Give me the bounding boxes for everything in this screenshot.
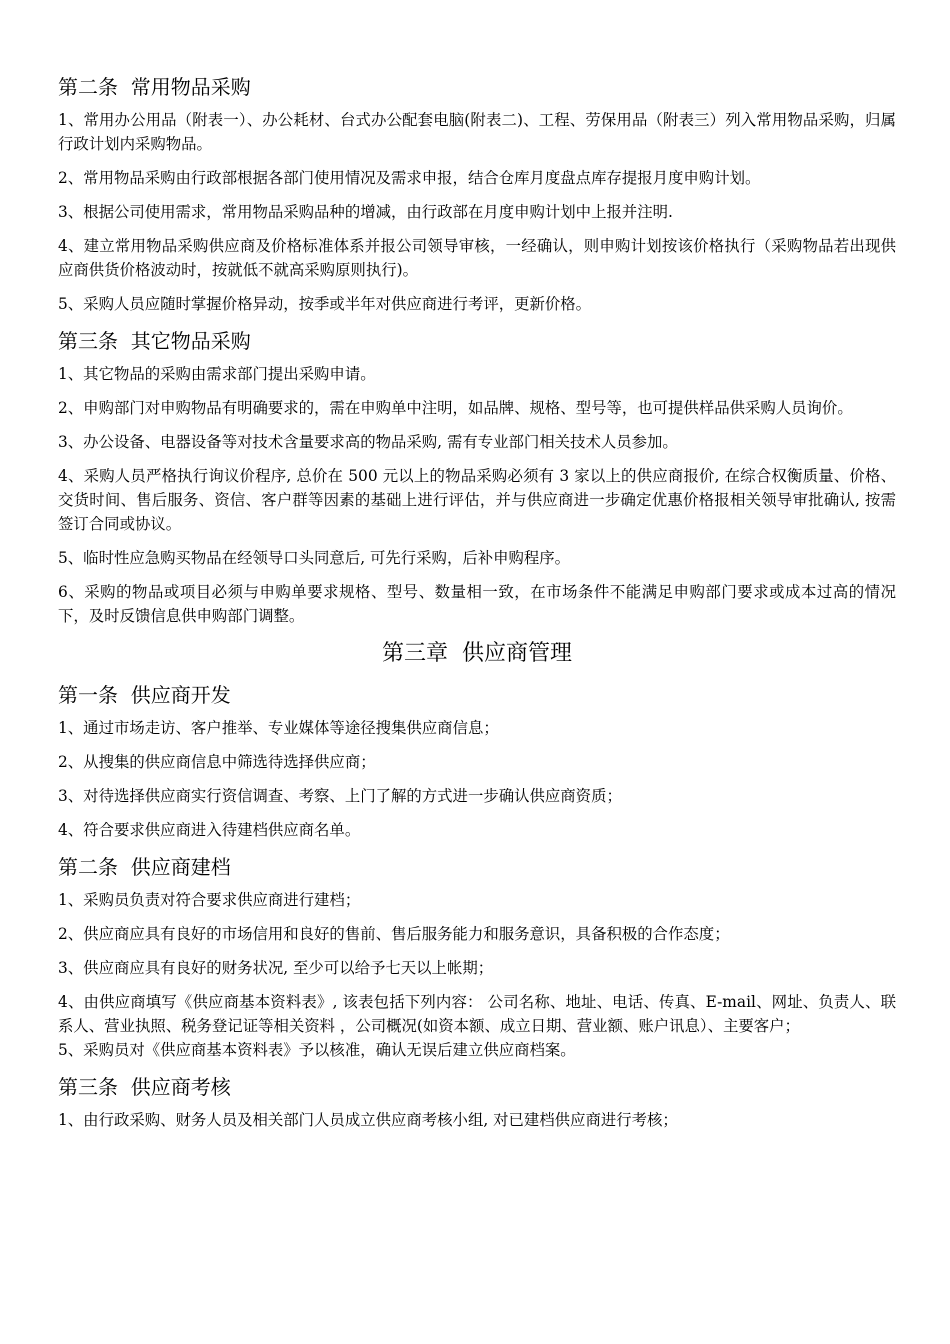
document-page	[58, 72, 896, 1142]
article-heading: 第一条 供应商开发	[58, 683, 231, 707]
paragraph: 1、其它物品的采购由需求部门提出采购申请。	[58, 365, 376, 383]
paragraph: 1、通过市场走访、客户推举、专业媒体等途径搜集供应商信息；	[58, 719, 499, 737]
paragraph: 5、临时性应急购买物品在经领导口头同意后, 可先行采购，后补申购程序。	[58, 549, 571, 567]
article-supplier-assessment	[58, 1072, 896, 1132]
paragraph: 1、由行政采购、财务人员及相关部门人员成立供应商考核小组, 对已建档供应商进行考核；	[58, 1111, 678, 1129]
article-regular-purchasing	[58, 72, 896, 316]
paragraph: 6、采购的物品或项目必须与申购单要求规格、型号、数量相一致，在市场条件不能满足申购部门要求或成本过高的情况下，及时反馈信息供申购部门调整。	[58, 583, 896, 625]
article-other-purchasing	[58, 326, 896, 628]
article-heading: 第三条 其它物品采购	[58, 329, 251, 353]
paragraph: 4、建立常用物品采购供应商及价格标准体系并报公司领导审核，一经确认，则申购计划按该价格执行（采购物品若出现供应商供货价格波动时，按就低不就高采购原则执行)。	[58, 237, 896, 279]
paragraph: 3、供应商应具有良好的财务状况, 至少可以给予七天以上帐期；	[58, 959, 494, 977]
paragraph: 3、根据公司使用需求，常用物品采购品种的增减，由行政部在月度申购计划中上报并注明.	[58, 203, 673, 221]
article-supplier-development	[58, 680, 896, 842]
paragraph: 2、供应商应具有良好的市场信用和良好的售前、售后服务能力和服务意识，具备积极的合作态度；	[58, 925, 730, 943]
paragraph: 4、符合要求供应商进入待建档供应商名单。	[58, 821, 361, 839]
paragraph: 3、办公设备、电器设备等对技术含量要求高的物品采购, 需有专业部门相关技术人员参加。	[58, 433, 678, 451]
paragraph: 2、从搜集的供应商信息中筛选待选择供应商；	[58, 753, 376, 771]
paragraph: 2、申购部门对申购物品有明确要求的，需在申购单中注明，如品牌、规格、型号等，也可提供样品供采购人员询价。	[58, 399, 853, 417]
paragraph: 1、常用办公用品（附表一）、办公耗材、台式办公配套电脑(附表二)、工程、劳保用品（附表三）列入常用物品采购，归属行政计划内采购物品。	[58, 111, 896, 153]
chapter-title: 第三章 供应商管理	[382, 641, 572, 666]
paragraph: 2、常用物品采购由行政部根据各部门使用情况及需求申报，结合仓库月度盘点库存提报月度申购计划。	[58, 169, 761, 187]
paragraph: 4、采购人员严格执行询议价程序, 总价在 500 元以上的物品采购必须有 3 家以上的供应商报价, 在综合权衡质量、价格、交货时间、售后服务、资信、客户群等因素的基础上进行评估，并与供应商进一步确定优惠价格报相关领导审批确认, 按需签订合同或协议。	[58, 467, 896, 533]
article-heading: 第二条 常用物品采购	[58, 75, 251, 99]
paragraph: 4、由供应商填写《供应商基本资料表》, 该表包括下列内容： 公司名称、地址、电话、传真、E-mail、网址、负责人、联系人、营业执照、税务登记证等相关资料 ，公司概况(如资本额、成立日期、营业额、账户讯息）、主要客户；	[58, 993, 896, 1035]
article-heading: 第二条 供应商建档	[58, 855, 231, 879]
paragraph: 5、采购人员应随时掌握价格异动，按季或半年对供应商进行考评，更新价格。	[58, 295, 592, 313]
paragraph: 5、采购员对《供应商基本资料表》予以核准，确认无误后建立供应商档案。	[58, 1041, 576, 1059]
article-supplier-filing	[58, 852, 896, 1062]
paragraph: 1、采购员负责对符合要求供应商进行建档；	[58, 891, 361, 909]
paragraph: 3、对待选择供应商实行资信调查、考察、上门了解的方式进一步确认供应商资质；	[58, 787, 622, 805]
article-heading: 第三条 供应商考核	[58, 1075, 231, 1099]
